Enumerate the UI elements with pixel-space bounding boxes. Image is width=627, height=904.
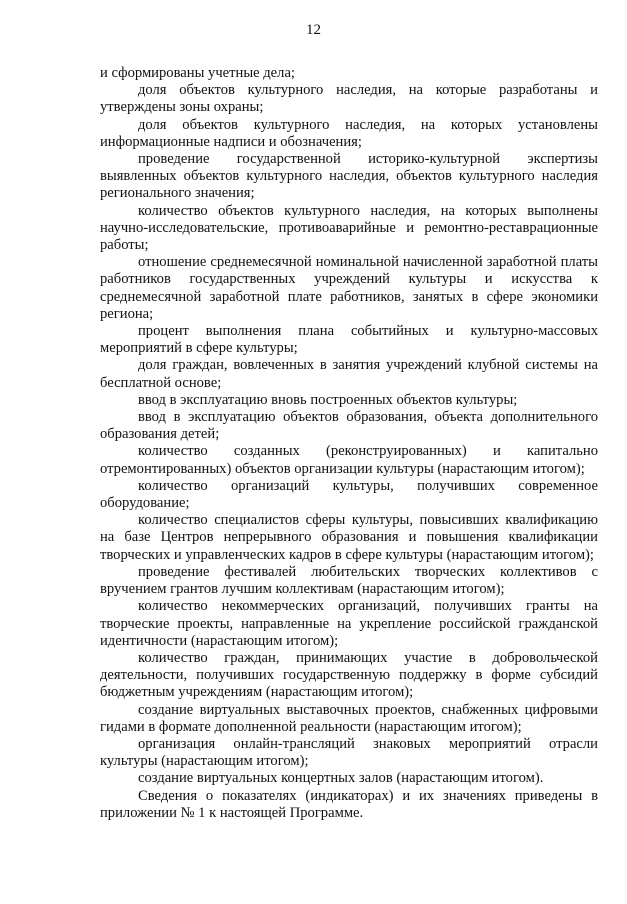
paragraph: количество специалистов сферы культуры, повысивших квалификацию на базе Центров непрерывного образования и повышения квалификации творческих и управленческих кадров в сфере культуры (нарастающим итогом); [100,512,598,563]
paragraph: создание виртуальных концертных залов (нарастающим итогом). [138,770,544,787]
paragraph: и сформированы учетные дела; [100,65,295,81]
paragraph: создание виртуальных выставочных проектов, снабженных цифровыми гидами в формате дополненной реальности (нарастающим итогом); [100,701,598,735]
paragraph: Сведения о показателях (индикаторах) и их значениях приведены в приложении № 1 к настоящей Программе. [100,787,598,821]
paragraph: доля объектов культурного наследия, на которые разработаны и утверждены зоны охраны; [100,82,598,116]
paragraph: доля граждан, вовлеченных в занятия учреждений клубной системы на бесплатной основе; [100,357,598,391]
paragraph: количество граждан, принимающих участие в добровольческой деятельности, получивших государственную поддержку в форме субсидий бюджетным учреждениям (нарастающим итогом); [100,649,598,701]
paragraph: ввод в эксплуатацию вновь построенных объектов культуры; [138,391,518,408]
page-number: 12 [306,22,321,38]
paragraph: отношение среднемесячной номинальной начисленной заработной платы работников государственных учреждений культуры и искусства к среднемесячной заработной плате работников, занятых в сфере экономики региона; [100,254,598,322]
paragraph: проведение государственной историко-культурной экспертизы выявленных объектов культурного наследия, объектов культурного наследия регионального значения; [100,151,598,202]
paragraph: количество организаций культуры, получивших современное оборудование; [100,477,598,512]
paragraph: количество созданных (реконструированных) и капитально отремонтированных) объектов организации культуры (нарастающим итогом); [100,443,598,477]
paragraph: проведение фестивалей любительских творческих коллективов с вручением грантов лучшим коллективам (нарастающим итогом); [100,563,598,598]
paragraph: организация онлайн-трансляций знаковых мероприятий отрасли культуры (нарастающим итогом); [100,735,598,770]
paragraph: доля объектов культурного наследия, на которых установлены информационные надписи и обозначения; [100,116,598,150]
paragraph: количество объектов культурного наследия, на которых выполнены научно-исследовательские, противоаварийные и ремонтно-реставрационные работы; [100,202,598,254]
paragraph: процент выполнения плана событийных и культурно-массовых мероприятий в сфере культуры; [100,323,598,357]
paragraph: ввод в эксплуатацию объектов образования, объекта дополнительного образования детей; [100,409,598,443]
paragraph: количество некоммерческих организаций, получивших гранты на творческие проекты, направленные на укрепление российской гражданской идентичности (нарастающим итогом); [100,598,598,649]
document-body [100,65,598,822]
